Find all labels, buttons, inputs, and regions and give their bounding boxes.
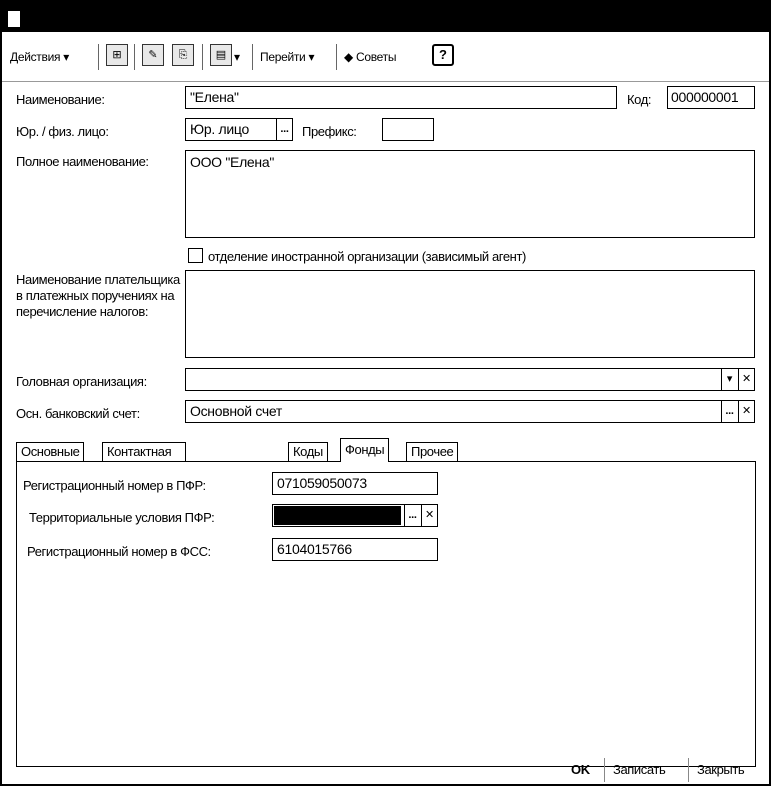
pfr-reg-field[interactable]: 071059050073 (272, 472, 438, 495)
bank-account-value: Основной счет (190, 403, 283, 419)
fullname-field[interactable]: ООО "Елена" (185, 150, 755, 238)
entity-type-value: Юр. лицо (190, 121, 249, 137)
title-bar (2, 2, 769, 32)
tab-main[interactable]: Основные (16, 442, 84, 462)
code-label: Код: (627, 92, 652, 107)
bank-account-field[interactable] (185, 400, 755, 423)
payer-name-label: Наименование плательщика в платежных поручениях на перечисление налогов: (16, 272, 180, 319)
code-field[interactable]: 000000001 (667, 86, 755, 109)
select-button[interactable]: ... (721, 401, 737, 422)
copy-icon[interactable]: ⎘ (172, 44, 194, 66)
clear-icon[interactable]: ✕ (738, 369, 754, 390)
window-icon[interactable] (8, 11, 20, 27)
entity-type-label: Юр. / физ. лицо: (16, 124, 109, 139)
prefix-label: Префикс: (302, 124, 357, 139)
fullname-label: Полное наименование: (16, 154, 149, 169)
tab-other[interactable]: Прочее (406, 442, 458, 462)
tips-button[interactable]: ◆ Советы (344, 50, 397, 64)
tab-codes[interactable]: Коды (288, 442, 328, 462)
structure-icon[interactable]: ▤ (210, 44, 232, 66)
foreign-branch-label: отделение иностранной организации (зависимый агент) (208, 249, 526, 264)
tab-funds[interactable]: Фонды (340, 438, 389, 462)
pfr-reg-label: Регистрационный номер в ПФР: (23, 478, 206, 493)
prefix-field[interactable] (382, 118, 434, 141)
ok-button[interactable]: OK (571, 762, 590, 777)
close-button[interactable]: Закрыть (697, 762, 745, 777)
name-label: Наименование: (16, 92, 105, 107)
goto-menu[interactable]: Перейти ▾ (260, 50, 315, 64)
funds-tab-panel (16, 461, 756, 767)
payer-name-field[interactable] (185, 270, 755, 358)
select-button[interactable]: ... (276, 119, 292, 140)
help-button[interactable]: ? (432, 44, 454, 66)
pfr-terr-field[interactable] (272, 504, 438, 527)
bottom-bar (2, 754, 769, 786)
fss-reg-label: Регистрационный номер в ФСС: (27, 544, 211, 559)
foreign-branch-checkbox[interactable] (188, 248, 203, 263)
save-button[interactable]: Записать (613, 762, 666, 777)
tab-contacts[interactable]: Контактная (102, 442, 186, 462)
add-icon[interactable]: ⊞ (106, 44, 128, 66)
select-button[interactable]: ... (404, 505, 420, 526)
pfr-terr-label: Территориальные условия ПФР: (29, 510, 215, 525)
clear-icon[interactable]: ✕ (421, 505, 437, 526)
head-org-label: Головная организация: (16, 374, 147, 389)
edit-icon[interactable]: ✎ (142, 44, 164, 66)
entity-type-field[interactable] (185, 118, 293, 141)
toolbar (2, 32, 769, 82)
pfr-terr-value (274, 506, 401, 525)
structure-dropdown-icon[interactable]: ▾ (234, 50, 240, 64)
bank-account-label: Осн. банковский счет: (16, 406, 140, 421)
actions-menu[interactable]: Действия ▾ (10, 50, 69, 64)
head-org-field[interactable] (185, 368, 755, 391)
chevron-down-icon[interactable]: ▾ (721, 369, 737, 390)
name-field[interactable]: "Елена" (185, 86, 617, 109)
fss-reg-field[interactable]: 6104015766 (272, 538, 438, 561)
clear-icon[interactable]: ✕ (738, 401, 754, 422)
